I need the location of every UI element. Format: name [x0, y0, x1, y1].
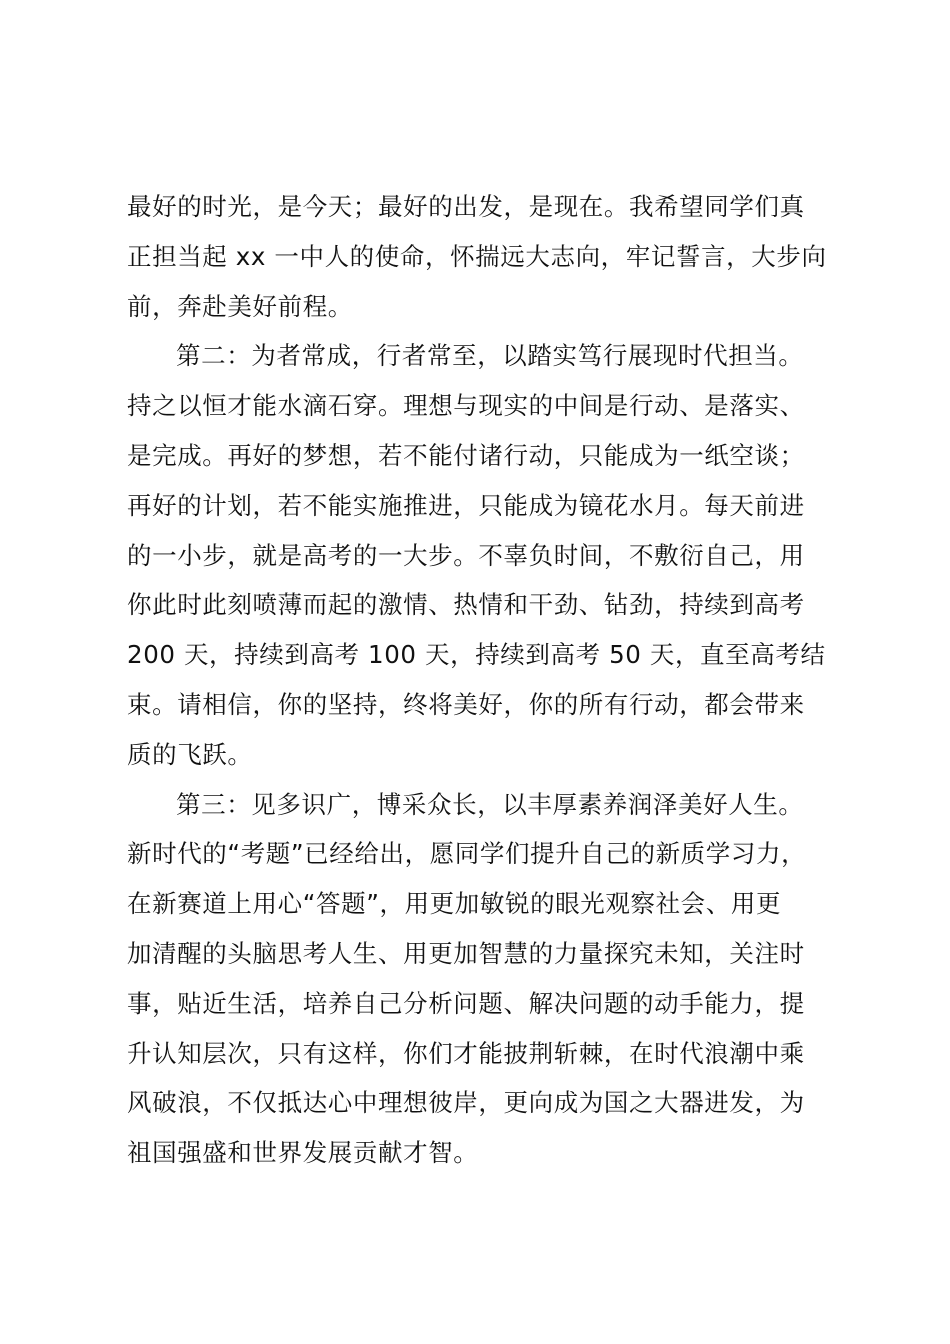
text-line: 前，奔赴美好前程。: [127, 291, 353, 321]
text-line: 事，贴近生活，培养自己分析问题、解决问题的动手能力，提: [127, 988, 805, 1018]
text-line: 你此时此刻喷薄而起的激情、热情和干劲、钻劲，持续到高考: [127, 590, 805, 620]
text-line: 正担当起 xx 一中人的使命，怀揣远大志向，牢记誓言，大步向: [127, 241, 827, 271]
body-text: [127, 182, 827, 1178]
text-line: 升认知层次，只有这样，你们才能披荆斩棘，在时代浪潮中乘: [127, 1038, 805, 1068]
text-line: 祖国强盛和世界发展贡献才智。: [127, 1138, 479, 1168]
text-line: 持之以恒才能水滴石穿。理想与现实的中间是行动、是落实、: [127, 391, 805, 421]
text-line: 在新赛道上用心“答题”，用更加敏锐的眼光观察社会、用更: [127, 889, 782, 919]
text-line: 质的飞跃。: [127, 739, 253, 769]
text-line: 加清醒的头脑思考人生、用更加智慧的力量探究未知，关注时: [127, 938, 805, 968]
text-line: 再好的计划，若不能实施推进，只能成为镜花水月。每天前进: [127, 490, 805, 520]
section-heading-second: 第二：为者常成，行者常至，以踏实笃行展现时代担当。: [176, 341, 804, 371]
section-heading-third: 第三：见多识广，博采众长，以丰厚素养润泽美好人生。: [176, 789, 804, 819]
text-line: 200 天，持续到高考 100 天，持续到高考 50 天，直至高考结: [127, 640, 826, 670]
text-line: 风破浪，不仅抵达心中理想彼岸，更向成为国之大器进发，为: [127, 1088, 805, 1118]
text-line: 的一小步，就是高考的一大步。不辜负时间，不敷衍自己，用: [127, 540, 805, 570]
text-line: 是完成。再好的梦想，若不能付诸行动，只能成为一纸空谈；: [127, 440, 805, 470]
text-line: 束。请相信，你的坚持，终将美好，你的所有行动，都会带来: [127, 689, 805, 719]
text-line: 新时代的“考题”已经给出，愿同学们提升自己的新质学习力，: [127, 839, 807, 869]
text-line: 最好的时光，是今天；最好的出发，是现在。我希望同学们真: [127, 192, 805, 221]
